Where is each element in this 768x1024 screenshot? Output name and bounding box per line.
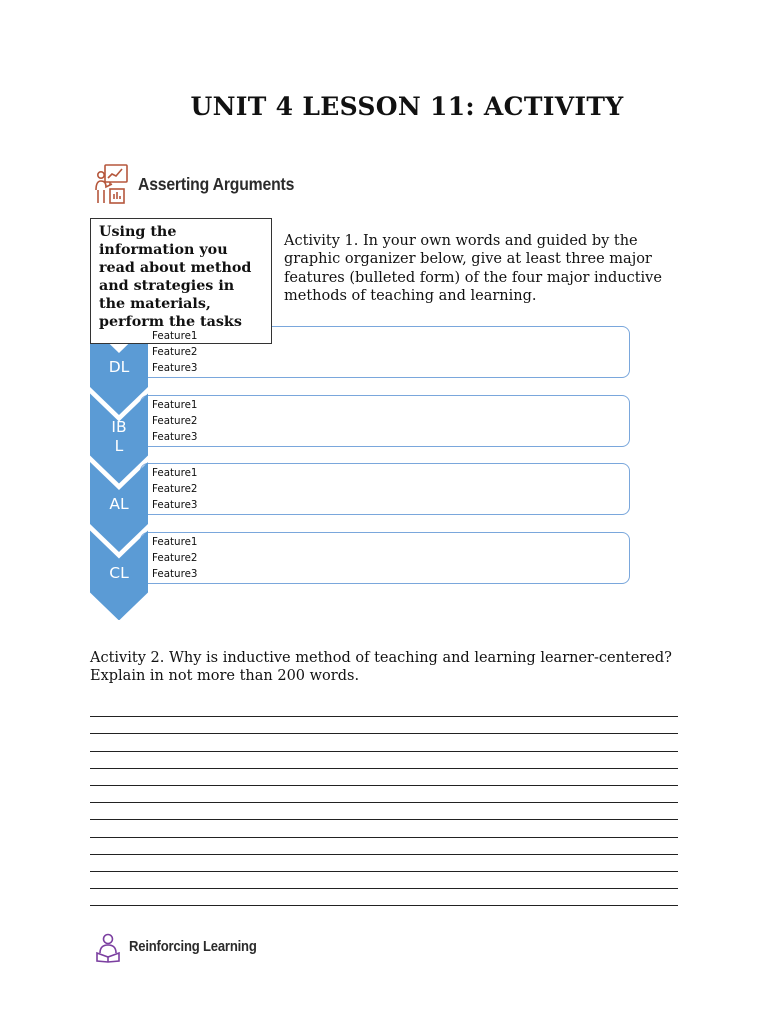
asserting-arguments-label: Asserting Arguments bbox=[138, 173, 295, 194]
answer-line[interactable] bbox=[90, 734, 678, 751]
feature-list bbox=[152, 465, 197, 513]
reader-book-icon bbox=[95, 931, 123, 963]
page-title: UNIT 4 LESSON 11: ACTIVITY bbox=[190, 92, 624, 121]
answer-lines[interactable] bbox=[90, 700, 678, 906]
answer-line[interactable] bbox=[90, 717, 678, 734]
presenter-chart-icon bbox=[94, 163, 130, 205]
asserting-arguments-header bbox=[94, 163, 312, 205]
answer-line[interactable] bbox=[90, 820, 678, 837]
reinforcing-learning-label: Reinforcing Learning bbox=[129, 939, 257, 955]
organizer-row-box[interactable] bbox=[140, 532, 630, 584]
answer-line[interactable] bbox=[90, 855, 678, 872]
feature-item[interactable]: Feature2 bbox=[152, 346, 198, 358]
answer-line[interactable] bbox=[90, 889, 678, 906]
activity-1-prompt: Activity 1. In your own words and guided by the graphic organizer below, give at least three major features (bulleted form) of the four major inductive methods of teaching and learning. bbox=[284, 233, 662, 304]
method-label bbox=[90, 564, 148, 583]
reinforcing-learning-header bbox=[95, 930, 271, 964]
instructions-box: Using the information you read about method and strategies in the materials, perform the tasks bbox=[90, 218, 272, 344]
feature-item[interactable]: Feature1 bbox=[152, 467, 198, 479]
feature-item[interactable]: Feature1 bbox=[152, 398, 198, 411]
answer-line[interactable] bbox=[90, 752, 678, 769]
answer-line[interactable] bbox=[90, 700, 678, 717]
method-label bbox=[90, 418, 148, 456]
method-label-line: CL bbox=[109, 563, 129, 582]
answer-line[interactable] bbox=[90, 872, 678, 889]
feature-list bbox=[152, 328, 197, 376]
answer-line[interactable] bbox=[90, 838, 678, 855]
activity-2-prompt: Activity 2. Why is inductive method of teaching and learning learner-centered? Explain in not more than 200 words. bbox=[90, 650, 672, 684]
feature-item[interactable]: Feature2 bbox=[152, 483, 198, 495]
feature-item[interactable]: Feature1 bbox=[152, 330, 198, 342]
feature-item[interactable]: Feature2 bbox=[152, 414, 198, 427]
feature-list bbox=[152, 397, 197, 445]
feature-item[interactable]: Feature3 bbox=[152, 362, 198, 374]
answer-line[interactable] bbox=[90, 803, 678, 820]
method-label bbox=[90, 495, 148, 514]
method-label-line: DL bbox=[108, 358, 130, 376]
method-label bbox=[90, 358, 148, 377]
organizer-row-box[interactable] bbox=[140, 463, 630, 515]
organizer-row-box[interactable] bbox=[140, 395, 630, 447]
graphic-organizer bbox=[90, 325, 635, 620]
method-label-line: L bbox=[114, 436, 124, 455]
feature-item[interactable]: Feature3 bbox=[152, 430, 198, 443]
answer-line[interactable] bbox=[90, 786, 678, 803]
feature-item[interactable]: Feature1 bbox=[152, 535, 198, 548]
feature-item[interactable]: Feature3 bbox=[152, 499, 198, 511]
method-label-line: IB bbox=[111, 417, 127, 436]
answer-line[interactable] bbox=[90, 769, 678, 786]
method-label-line: AL bbox=[109, 495, 129, 513]
feature-item[interactable]: Feature3 bbox=[152, 567, 198, 580]
feature-list bbox=[152, 534, 197, 582]
feature-item[interactable]: Feature2 bbox=[152, 551, 198, 564]
